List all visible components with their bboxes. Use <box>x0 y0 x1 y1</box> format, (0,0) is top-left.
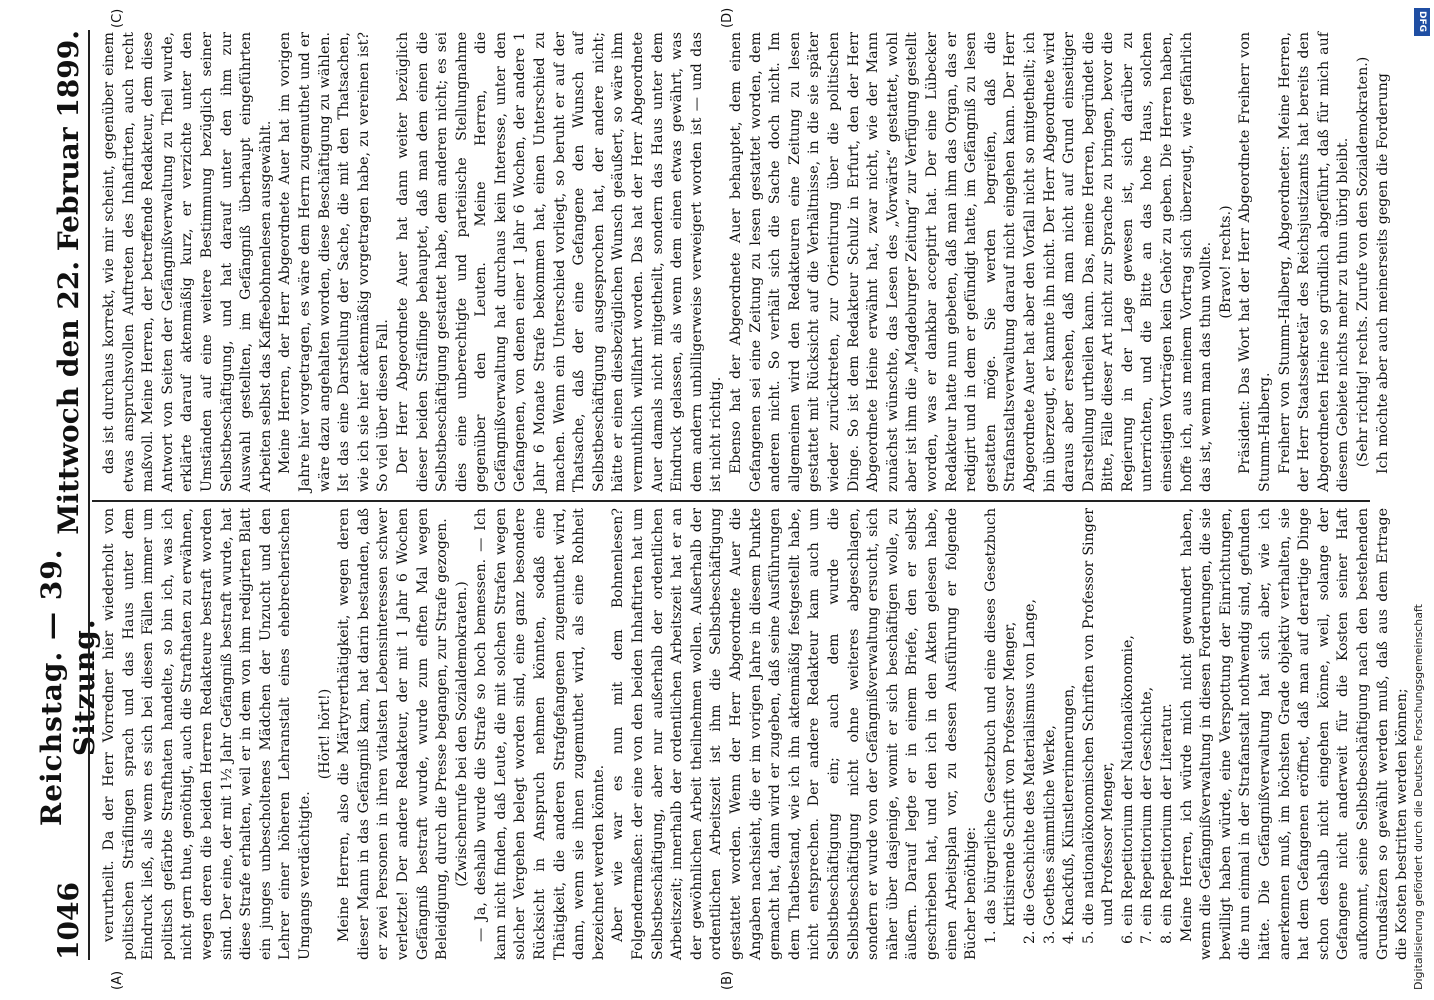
paragraph: Ebenso hat der Abgeordnete Auer behauptet, dem einen Gefangenen sei eine Zeitung zu lesen gestattet worden, dem anderen nicht. So verhält sich die Sache doch nicht. Im allgemeinen wird den Redakteuren eine Zeitung zu lesen gestattet mit Rücksicht auf die Verhältnisse, in die sie später wieder zurücktreten, zur Orientirung über die politischen Dinge. So ist dem Redakteur Schulz in Erfurt, den der Herr Abgeordnete Heine erwähnt hat, zwar nicht, wie der Mann zunächst wünschte, das Lesen des „Vorwärts“ gestattet, wohl aber ist ihm die „Magdeburger Zeitung“ zur Verfügung gestellt worden, was er dankbar acceptirt hat. Der eine Lübecker Redakteur hatte nun gebeten, daß man ihm das Organ, das er redigirt und in dem er gefündigt hatte, im Gefängniß zu lesen gestatten möge. Sie werden begreifen, daß die Strafanstaltsverwaltung darauf nicht eingehen kann. Der Herr Abgeordnete Auer hat aber den Vorfall nicht so mitgetheilt; ich bin überzeugt, er kannte ihn nicht. Der Herr Abgeordnete wird daraus aber ersehen, daß man nicht auf Grund einseitiger Darstellung urtheilen kann. Das, meine Herren, begründet die Bitte, Fälle dieser Art nicht zur Sprache zu bringen, bevor die Regierung in der Lage gewesen ist, sich darüber zu unterrichten, und die Bitte an das hohe Haus, solchen einseitigen Vorträgen kein Gehör zu geben. Die Herren haben, hoffe ich, aus meinem Vortrag sich überzeugt, wie gefährlich das ist, wenn man das thun wollte. <box>728 32 1215 492</box>
credit-text: Digitalisierung gefördert durch die Deutsche Forschungsgemeinschaft <box>1412 604 1425 990</box>
paragraph: Meine Herren, der Herr Abgeordnete Auer hat im vorigen Jahre hier vorgetragen, es wäre dem Herrn zugemuthet und er wäre dazu angehalten worden, diese Beschäftigung zu wählen. Ist das eine Darstellung der Sache, die mit den Thatsachen, wie ich sie hier aktenmäßig vorgetragen habe, zu vereinen ist? So viel über diesen Fall. <box>277 32 392 492</box>
paragraph: 7. ein Repetitorium der Geschichte, <box>1139 686 1156 944</box>
margin-marker-b: (B) <box>720 970 735 990</box>
paragraph: das ist durchaus korrekt, wie mir scheint, gegenüber einem etwas anspruchsvollen Auftreten des Inhaftirten, auch recht maßvoll. Meine Herren, der betreffende Redakteur, dem diese Antwort von Seiten der Gefängnißverwaltung zu Theil wurde, erklärte darauf aktenmäßig kurz, er verzichte unter den Umständen auf eine weitere Bestimmung bezüglich seiner Selbstbeschäftigung, und hat darauf unter den ihm zur Auswahl gestellten, im Gefängniß überhaupt eingeführten Arbeiten selbst das Kaffeebohnenlesen ausgewählt. <box>101 32 274 492</box>
paragraph: Aber wie war es nun mit dem Bohnenlesen? Folgendermaßen: der eine von den beiden Inhaftirten hat um Selbstbeschäftigung, aber nur außerhalb der ordentlichen Arbeitszeit; innerhalb der ordentlichen Arbeitszeit hat er an der gewöhnlichen Arbeit theilnehmen wollen. Außerhalb der ordentlichen Arbeitszeit ist ihm die Selbstbeschäftigung gestattet worden. Wenn der Herr Abgeordnete Auer die Angaben nachsieht, die er im vorigen Jahre in diesem Punkte gemacht hat, dann wird er zugeben, daß seine Ausführungen dem Thatbestand, wie ich ihn aktenmäßig festgestellt habe, nicht entsprechen. Der andere Redakteur kam auch um Selbstbeschäftigung ein; auch dem wurde die Selbstbeschäftigung nicht ohne weiteres abgeschlagen, sondern er wurde von der Gefängnißverwaltung ersucht, sich näher über dasjenige, womit er sich beschäftigen wolle, zu äußern. Darauf legte er in einem Briefe, den er selbst geschrieben hat, und den ich in den Akten gelesen habe, einen Arbeitsplan vor, zu dessen Ausführung er folgende Bücher benöthige: <box>610 508 980 960</box>
paragraph: Der Herr Abgeordnete Auer hat dann weiter bezüglich dieser beiden Sträflinge behauptet, daß man dem einen die Selbstbeschäftigung gestattet habe, dem anderen nicht; es sei dies eine unberechtigte und parteiische Stellungnahme gegenüber den Leuten. Meine Herren, die Gefängnißverwaltung hat durchaus kein Interesse, unter den Gefangenen, von denen einer 1 Jahr 6 Wochen, der andere 1 Jahr 6 Monate Strafe bekommen hat, einen Unterschied zu machen. Wenn ein Unterschied vorliegt, so beruht er auf der Thatsache, daß der eine Gefangene den Wunsch auf Selbstbeschäftigung ausgesprochen hat, der andere nicht; hätte er einen diesbezüglichen Wunsch geäußert, so wäre ihm vermuthlich willfahrt worden. Das hat der Herr Abgeordnete Auer damals nicht mitgetheilt, sondern das Haus unter dem Eindruck gelassen, als wenn dem einen etwas gewährt, was dem andern unbilligerweise verweigert worden ist — und das ist nicht richtig. <box>394 32 725 492</box>
paragraph: — Ja, deshalb wurde die Strafe so hoch bemessen. — Ich kann nicht finden, daß Leute, die mit solchen Strafen wegen solcher Vergehen belegt worden sind, eine ganz besondere Rücksicht in Anspruch nehmen könnten, sodaß eine Thätigkeit, die anderen Strafgefangenen zugemuthet wird, dann, wenn sie ihnen zugemuthet wird, als eine Rohheit bezeichnet werden könnte. <box>473 508 607 960</box>
paragraph: Meine Herren, also die Märtyrerthätigkeit, wegen deren dieser Mann in das Gefängniß kam, hat darin bestanden, daß er zwei Personen in ihren vitalsten Lebensinteressen schwer verletzte! Der andere Redakteur, der mit 1 Jahr 6 Wochen Gefängniß bestraft wurde, wurde zum elften Mal wegen Beleidigung, durch die Presse begangen, zur Strafe gezogen. <box>336 508 451 960</box>
paragraph: verurtheilt. Da der Herr Vorredner hier wiederholt von politischen Sträflingen sprach und das Haus unter dem Eindruck ließ, als wenn es sich bei diesen Fällen immer um politisch gefärbte Strafthaten handelte, so bin ich, was ich nicht gern thue, genöthigt, auch die Strafthaten zu erwähnen, wegen deren die beiden Herren Redakteure bestraft worden sind. Der eine, der mit 1½ Jahr Gefängniß bestraft wurde, hat diese Strafe erhalten, weil er in dem von ihm redigirten Blatt ein junges unbescholtenes Mädchen der Unzucht und den Lehrer einer höheren Lehranstalt eines ehebrecherischen Umgangs verdächtigte. <box>101 508 313 960</box>
paragraph: 8. ein Repetitorium der Literatur. <box>1159 703 1176 944</box>
margin-marker-c: (C) <box>110 8 125 28</box>
left-column <box>100 508 1411 960</box>
dfg-logo: DFG <box>1414 8 1430 36</box>
paragraph: (Bravo! rechts.) <box>1217 205 1234 319</box>
paragraph: (Hört! hört!) <box>316 688 333 780</box>
paragraph: 6. ein Repetitorium der Nationalökonomie, <box>1119 635 1136 944</box>
paragraph: (Sehr richtig! rechts. Zurufe von den Sozialdemokraten.) <box>1355 56 1371 468</box>
page-number: 1046 <box>51 882 85 960</box>
paragraph: Meine Herren, ich würde mich nicht gewundert haben, wenn die Gefängnißverwaltung in diesen Forderungen, die sie bewilligt haben würde, eine Verspottung der Einrichtungen, die nun einmal in der Strafanstalt nothwendig sind, gefunden hätte. Die Gefängnißverwaltung hat sich aber, wie ich anerkennen muß, im höchsten Grade objektiv verhalten, sie hat dem Gefangenen eröffnet, daß man auf derartige Dinge schon deshalb nicht eingehen könne, weil, solange der Gefangene nicht anderweit für die Kosten seiner Haft aufkommt, seine Selbstbeschäftigung nach den bestehenden Grundsätzen so gewählt werden muß, daß aus dem Ertrage die Kosten bestritten werden können; <box>1178 508 1411 960</box>
paragraph: Freiherr von Stumm-Halberg, Abgeordneter: Meine Herren, der Herr Staatssekretär des Reichsjustizamts hat bereits den Abgeordneten Heine so gründlich abgeführt, daß für mich auf diesem Gebiete nichts mehr zu thun übrig bleibt. <box>1276 32 1352 492</box>
header-rule <box>88 30 90 960</box>
paragraph: 1. das bürgerliche Gesetzbuch und eine dieses Gesetzbuch kritisirende Schrift von Professor Menger, <box>982 508 1019 944</box>
digitization-credit <box>1410 10 1430 990</box>
paragraph: (Zwischenrufe bei den Sozialdemokraten.) <box>453 581 470 887</box>
paragraph: Ich möchte aber auch meinerseits gegen die Forderung <box>1374 73 1391 474</box>
margin-marker-d: (D) <box>720 7 735 28</box>
paragraph: 5. die nationalökonomischen Schriften von Professor Singer und Professor Menger, <box>1080 508 1117 944</box>
paragraph: 2. die Geschichte des Materialismus von Lange, <box>1021 599 1038 944</box>
right-column <box>100 32 1391 492</box>
margin-marker-a: (A) <box>110 970 125 990</box>
page-header <box>35 30 101 960</box>
paragraph: 3. Goethes sämmtliche Werke, <box>1041 725 1058 944</box>
session-title: Reichstag. — 39. Sitzung. <box>35 548 101 827</box>
session-date: Mittwoch den 22. Februar 1899. <box>51 30 85 535</box>
paragraph: 4. Knackfuß, Künstlererinnerungen, <box>1061 684 1078 944</box>
column-divider <box>92 500 1370 502</box>
paragraph: Präsident: Das Wort hat der Herr Abgeordnete Freiherr von Stumm-Halberg. <box>1237 32 1274 492</box>
